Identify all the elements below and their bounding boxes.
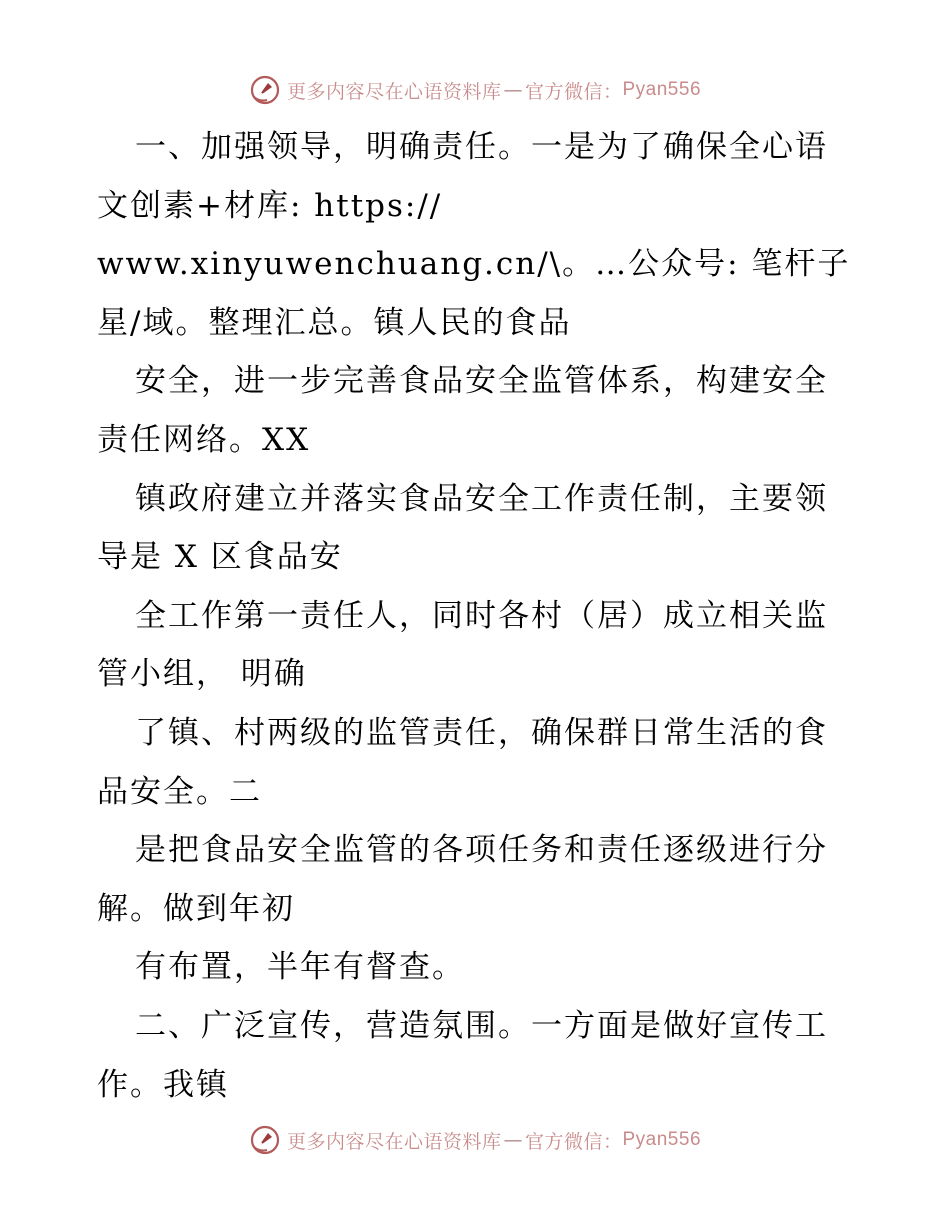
pen-nib-icon	[249, 1124, 281, 1156]
text-line: 是把食品安全监管的各项任务和责任逐级进行分	[135, 832, 828, 869]
text-line: 有布置，半年有督查。	[135, 949, 465, 986]
header-watermark	[0, 70, 950, 110]
text-line: 一、加强领导，明确责任。一是为了确保全心语	[135, 129, 828, 165]
text-line: 责任网络。XX	[97, 421, 311, 458]
watermark-side-text: 官方微信：	[524, 1130, 623, 1153]
text-line: 管小组， 明确	[97, 656, 307, 693]
text-line: 二、广泛宣传，营造氛围。一方面是做好宣传工	[135, 1007, 828, 1044]
watermark-dash: —	[503, 79, 523, 101]
text-line: 安全，进一步完善食品安全监管体系，构建安全	[135, 363, 828, 400]
watermark-main-text: 更多内容尽在心语资料库	[286, 1130, 502, 1153]
text-line: 作。我镇	[97, 1066, 229, 1103]
footer-watermark	[0, 1120, 950, 1160]
watermark-dash: —	[503, 1129, 523, 1151]
text-line: 解。做到年初	[97, 890, 295, 927]
text-line: 品安全。二	[97, 773, 262, 810]
pen-nib-icon	[249, 74, 281, 106]
watermark-wechat-id: Pyan556	[622, 1129, 702, 1150]
text-line: 了镇、村两级的监管责任，确保群日常生活的食	[135, 714, 828, 751]
text-line: 文创素+材库: https://	[97, 187, 443, 224]
watermark-side-text: 官方微信：	[524, 80, 623, 103]
watermark-wechat-id: Pyan556	[622, 79, 702, 100]
watermark-main-text: 更多内容尽在心语资料库	[286, 80, 502, 103]
text-line: 全工作第一责任人，同时各村（居）成立相关监	[135, 597, 828, 634]
document-body	[97, 118, 857, 1114]
text-line: 星/域。整理汇总。镇人民的食品	[97, 304, 572, 341]
text-line: 镇政府建立并落实食品安全工作责任制，主要领	[135, 480, 828, 517]
text-line: www.xinyuwenchuang.cn/\。…公众号: 笔杆子	[97, 246, 851, 283]
text-line: 导是 X 区食品安	[97, 539, 343, 576]
